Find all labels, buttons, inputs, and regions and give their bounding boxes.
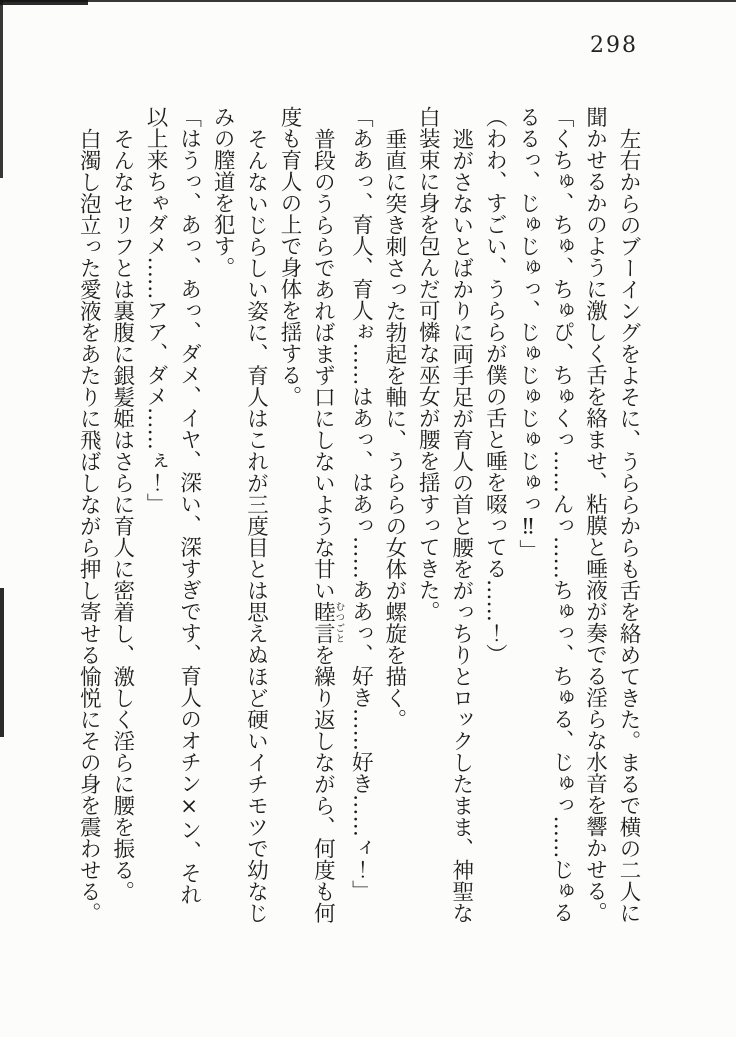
scan-artifact-top-left-corner — [0, 0, 88, 5]
paragraph: 普段のうららであればまず口にしないような甘い睦言むつごとを繰り返しながら、何度も何度も育人の上で身体を揺する。 — [276, 106, 345, 923]
paragraph: そんなセリフとは裏腹に銀髪姫はさらに育人に密着し、激しく淫らに腰を振る。 — [109, 127, 135, 902]
paragraph: そんないじらしい姿に、育人はこれが三度目とは思えぬほど硬いイチモツで幼なじみの膣道を犯す。 — [210, 106, 269, 923]
paragraph: 左右からのブーイングをよそに、うららからも舌を絡めてきた。まるで横の二人に聞かせるかのように激しく舌を絡ませ、粘膜と唾液が奏でる淫らな水音を響かせる。 — [582, 106, 641, 923]
vertical-text-block — [72, 106, 645, 924]
paragraph: 垂直に突き刺さった勃起を軸に、うららの女体が螺旋を描く。 — [381, 127, 407, 730]
scan-artifact-top-edge — [0, 0, 736, 2]
paragraph: 「はうっ、あっ、あっ、ダメ、イヤ、深い、深すぎです、育人のオチン×ン、それ以上来ちゃダメ……アア、ダメ……ぇ！」 — [143, 106, 202, 905]
scan-artifact-left-edge-lower — [0, 588, 4, 737]
paragraph: 「くちゅ、ちゅ、ちゅぴ、ちゅくっ……んっ……ちゅっ、ちゅる、じゅっ……じゅるるるっ、じゅじゅっ、じゅじゅじゅじゅっ‼」 — [515, 106, 575, 923]
page-number: 298 — [590, 33, 638, 58]
furigana: むつごと — [333, 600, 345, 644]
scan-artifact-left-edge-upper — [0, 0, 3, 178]
paragraph: 「ああっ、育人、育人ぉ……はあっ、はあっ……ああっ、好き……好き……ィ！」 — [348, 106, 374, 902]
paragraph: 白濁し泡立った愛液をあたりに飛ばしながら押し寄せる愉悦にその身を震わせる。 — [76, 127, 102, 923]
ruby-annotated-word: 睦言むつごと — [310, 600, 345, 644]
paragraph: （わわ、すごい、うららが僕の舌と唾を啜ってる……！） — [482, 106, 508, 665]
paragraph: 逃がさないとばかりに両手足が育人の首と腰をがっちりとロックしたまま、神聖な白装束に身を包んだ可憐な巫女が腰を揺すってきた。 — [415, 106, 474, 923]
